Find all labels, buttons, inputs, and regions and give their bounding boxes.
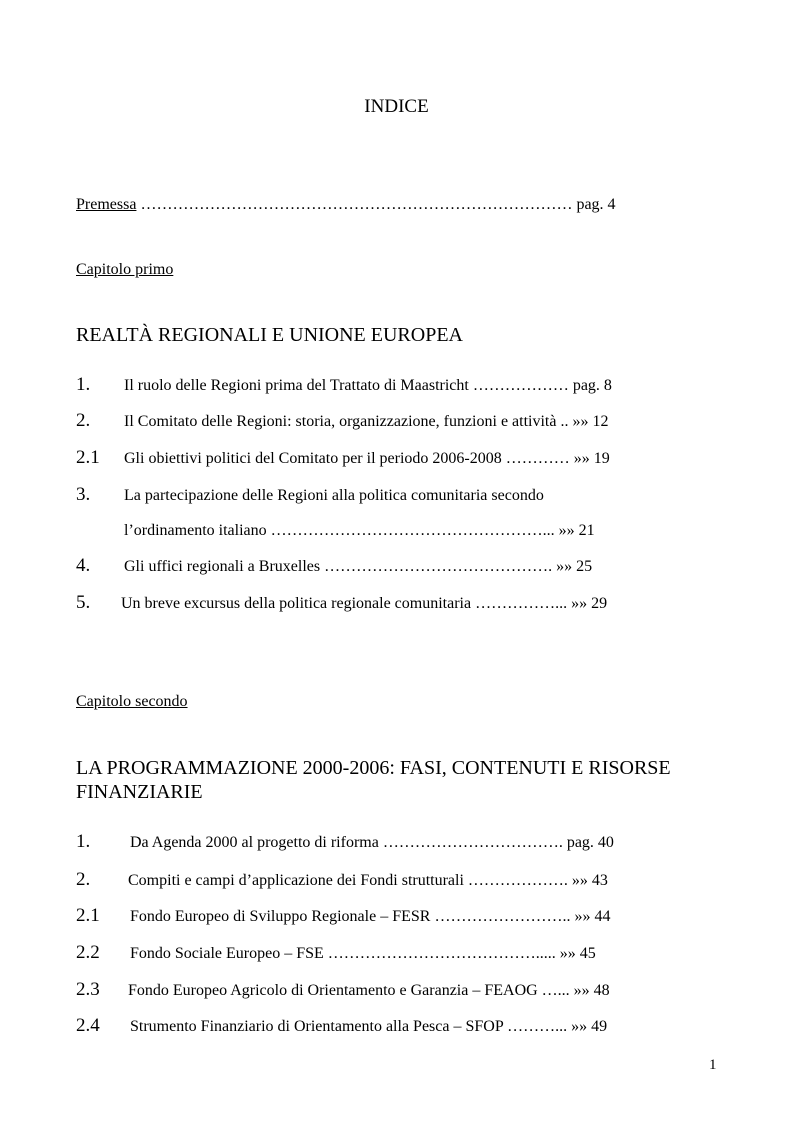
toc-entry-number: 4.: [76, 555, 91, 576]
premessa-entry: [76, 196, 616, 214]
toc-entry-number: 2.2: [76, 942, 100, 963]
page-number: 1: [709, 1057, 717, 1073]
toc-entry-text: Gli uffici regionali a Bruxelles ……………………………………. »» 25: [124, 558, 593, 575]
toc-entry-text: Fondo Sociale Europeo – FSE …………………………………..... »» 45: [130, 945, 596, 962]
toc-entry-number: 1.: [76, 374, 91, 395]
chapter-2-heading-line-1: LA PROGRAMMAZIONE 2000-2006: FASI, CONTENUTI E RISORSE: [76, 757, 671, 779]
toc-entry-text: Gli obiettivi politici del Comitato per il periodo 2006-2008 ………… »» 19: [124, 450, 610, 467]
toc-entry-text: Il ruolo delle Regioni prima del Trattato di Maastricht ……………… pag. 8: [124, 377, 612, 394]
toc-entry-text: Il Comitato delle Regioni: storia, organizzazione, funzioni e attività .. »» 12: [124, 413, 609, 430]
premessa-page: pag. 4: [576, 196, 616, 213]
toc-entry-text: Compiti e campi d’applicazione dei Fondi strutturali ………………. »» 43: [128, 872, 608, 889]
chapter-1-label: Capitolo primo: [76, 261, 174, 278]
toc-entry-number: 5.: [76, 592, 91, 613]
index-title: INDICE: [364, 96, 429, 117]
toc-entry-text: La partecipazione delle Regioni alla politica comunitaria secondo: [124, 487, 544, 504]
toc-entry-number: 3.: [76, 484, 91, 505]
toc-entry-text: Fondo Europeo di Sviluppo Regionale – FESR …………………….. »» 44: [130, 908, 611, 925]
toc-entry-number: 2.3: [76, 979, 100, 1000]
toc-entry-text: l’ordinamento italiano ……………………………………………... »» 21: [124, 522, 595, 539]
premessa-label: Premessa: [76, 196, 137, 213]
premessa-dots: ………………………………………………………………………: [136, 196, 577, 213]
chapter-2-label: Capitolo secondo: [76, 693, 188, 710]
chapter-1-heading: REALTÀ REGIONALI E UNIONE EUROPEA: [76, 324, 464, 346]
toc-entry-number: 2.: [76, 869, 91, 890]
toc-entry-text: Da Agenda 2000 al progetto di riforma ……………………………. pag. 40: [130, 834, 614, 851]
toc-entry-number: 2.4: [76, 1015, 100, 1036]
chapter-2-heading-line-2: FINANZIARIE: [76, 781, 203, 803]
toc-entry-number: 2.: [76, 410, 91, 431]
toc-entry-number: 1.: [76, 831, 91, 852]
toc-entry-number: 2.1: [76, 447, 100, 468]
toc-entry-text: Strumento Finanziario di Orientamento alla Pesca – SFOP ………... »» 49: [130, 1018, 608, 1035]
toc-entry-number: 2.1: [76, 905, 100, 926]
toc-entry-text: Fondo Europeo Agricolo di Orientamento e Garanzia – FEAOG …... »» 48: [128, 982, 610, 999]
toc-entry-text: Un breve excursus della politica regionale comunitaria ……………... »» 29: [121, 595, 608, 612]
